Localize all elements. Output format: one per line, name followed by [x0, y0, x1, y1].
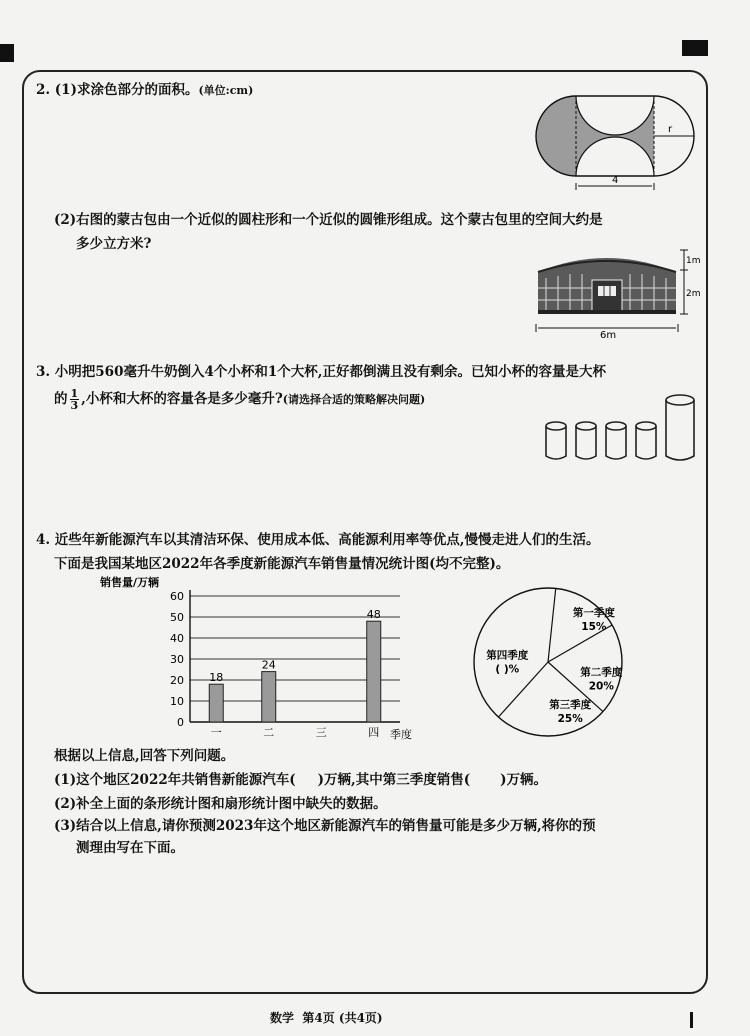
fig1-width-label: 4: [612, 175, 619, 186]
pie-divider: [548, 588, 556, 662]
y-tick-label: 60: [170, 590, 184, 603]
y-tick-label: 40: [170, 632, 184, 645]
x-tick-label: 四: [368, 726, 380, 739]
bar-data-label: 48: [366, 608, 381, 622]
footer-subject: 数学: [270, 1011, 295, 1025]
q4-sub1: (1)这个地区2022年共销售新能源汽车( )万辆,其中第三季度销售( )万辆。: [54, 772, 548, 788]
bar-2: [262, 672, 276, 722]
bar-4: [367, 621, 381, 722]
y-tick-label: 20: [170, 674, 184, 687]
bar-data-label: 18: [209, 671, 224, 685]
pie-slice-label: 第四季度: [486, 649, 529, 662]
y-tick-label: 30: [170, 653, 184, 666]
q4-line1: 4. 近些年新能源汽车以其清洁环保、使用成本低、高能源利用率等优点,慢慢走进人们的生活。: [36, 532, 600, 548]
fig2-width-label: 6m: [600, 330, 617, 341]
bar-chart: [100, 572, 440, 748]
small-cup-4: [636, 422, 656, 459]
pie-slice-percent: 15%: [581, 621, 607, 634]
bar-data-label: 24: [261, 658, 276, 672]
pie-slice-percent: 25%: [557, 712, 583, 725]
footer-page: 第4页 (共4页): [302, 1011, 383, 1025]
q4-prompt: 根据以上信息,回答下列问题。: [54, 748, 235, 764]
q2-part2-line1: (2)右图的蒙古包由一个近似的圆柱形和一个近似的圆锥形组成。这个蒙古包里的空间大约是: [54, 212, 603, 228]
y-tick-label: 50: [170, 611, 184, 624]
pie-slice-label: 第三季度: [549, 698, 592, 711]
x-tick-label: 二: [263, 726, 275, 739]
footer: [270, 1010, 383, 1026]
q2-part1: 2. (1)求涂色部分的面积。(单位:cm): [36, 82, 254, 98]
small-cup-2: [576, 422, 596, 459]
corner-mark-left: [0, 44, 14, 62]
pie-slice-label: 第二季度: [580, 666, 623, 679]
pie-chart: [462, 584, 638, 740]
yurt-figure: [526, 244, 701, 341]
fig2-height-side: 2m: [686, 289, 701, 299]
large-cup: [666, 395, 694, 460]
cups-figure: [540, 392, 700, 464]
fig1-radius-label: r: [668, 124, 673, 135]
q4-sub3-line1: (3)结合以上信息,请你预测2023年这个地区新能源汽车的销售量可能是多少万辆,将你的预: [54, 818, 596, 834]
bar-chart-ylabel: 销售量/万辆: [100, 576, 160, 589]
pie-slice-percent: 20%: [588, 680, 614, 693]
bar-1: [209, 684, 223, 722]
fraction-one-third: $\frac{1}{3}$: [70, 387, 79, 412]
q4-sub2: (2)补全上面的条形统计图和扇形统计图中缺失的数据。: [54, 796, 387, 812]
q2-part2-line2: 多少立方米?: [76, 236, 152, 252]
fig2-height-top: 1m: [686, 256, 701, 266]
small-cup-3: [606, 422, 626, 459]
pie-slice-percent: ( )%: [495, 663, 520, 676]
corner-mark-right: [682, 40, 708, 56]
shaded-area-figure: [530, 90, 700, 200]
q3-line2: 的 $\frac{1}{3}$ ,小杯和大杯的容量各是多少毫升?(请选择合适的策略解决问题): [54, 387, 426, 412]
footer-mark: [690, 1012, 693, 1028]
q4-sub3-line2: 测理由写在下面。: [76, 840, 184, 856]
y-tick-label: 0: [177, 716, 184, 729]
x-tick-label: 三: [315, 726, 327, 739]
q3-line1: 3. 小明把560毫升牛奶倒入4个小杯和1个大杯,正好都倒满且没有剩余。已知小杯的容量是大杯: [36, 364, 606, 380]
small-cup-1: [546, 422, 566, 459]
x-tick-label: 一: [210, 726, 222, 739]
pie-slice-label: 第一季度: [572, 607, 615, 620]
y-tick-label: 10: [170, 695, 184, 708]
q4-line2: 下面是我国某地区2022年各季度新能源汽车销售量情况统计图(均不完整)。: [54, 556, 510, 572]
bar-chart-xlabel: 季度: [390, 728, 412, 741]
